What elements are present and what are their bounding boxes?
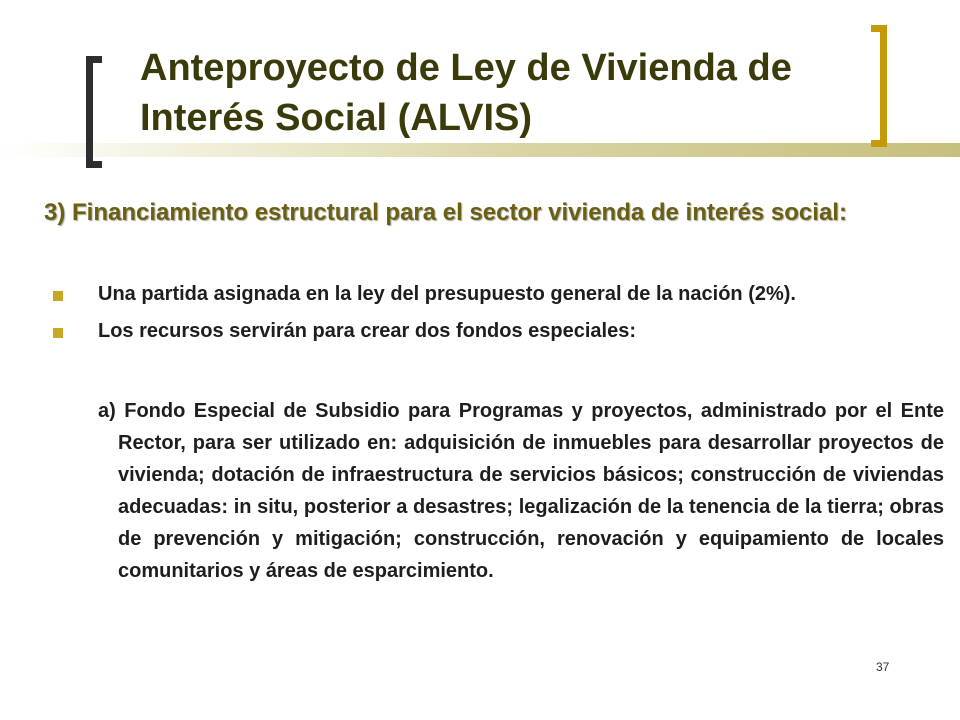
sub-item-fondo-especial: a) Fondo Especial de Subsidio para Programas y proyectos, administrado por el Ente Rector, para ser utilizado en: adquisición de inmuebles para desarrollar proyectos de vivienda; dotación de infraestructura de servicios básicos; construcción de viviendas adecuadas: in situ, posterior a desastres; legalización de la tenencia de la tierra; obras de prevención y mitigación; construcción, renovación y equipamiento de locales comunitarios y áreas de esparcimiento. (98, 400, 944, 582)
bullet-list (50, 279, 924, 353)
bullet-square-icon (53, 328, 63, 338)
bullet-text: Los recursos servirán para crear dos fondos especiales: (98, 320, 637, 342)
left-bracket-decoration (86, 56, 102, 168)
bullet-item (50, 279, 924, 310)
page-number: 37 (876, 660, 890, 674)
slide-title: Anteproyecto de Ley de Vivienda de Interés Social (ALVIS) (140, 47, 792, 139)
section-heading: 3) Financiamiento estructural para el sector vivienda de interés social: (44, 199, 847, 226)
bullet-item (50, 316, 924, 347)
bullet-text: Una partida asignada en la ley del presupuesto general de la nación (2%). (98, 283, 796, 305)
title-underline-bar (0, 143, 960, 157)
right-bracket-decoration (871, 25, 887, 147)
bullet-square-icon (53, 291, 63, 301)
